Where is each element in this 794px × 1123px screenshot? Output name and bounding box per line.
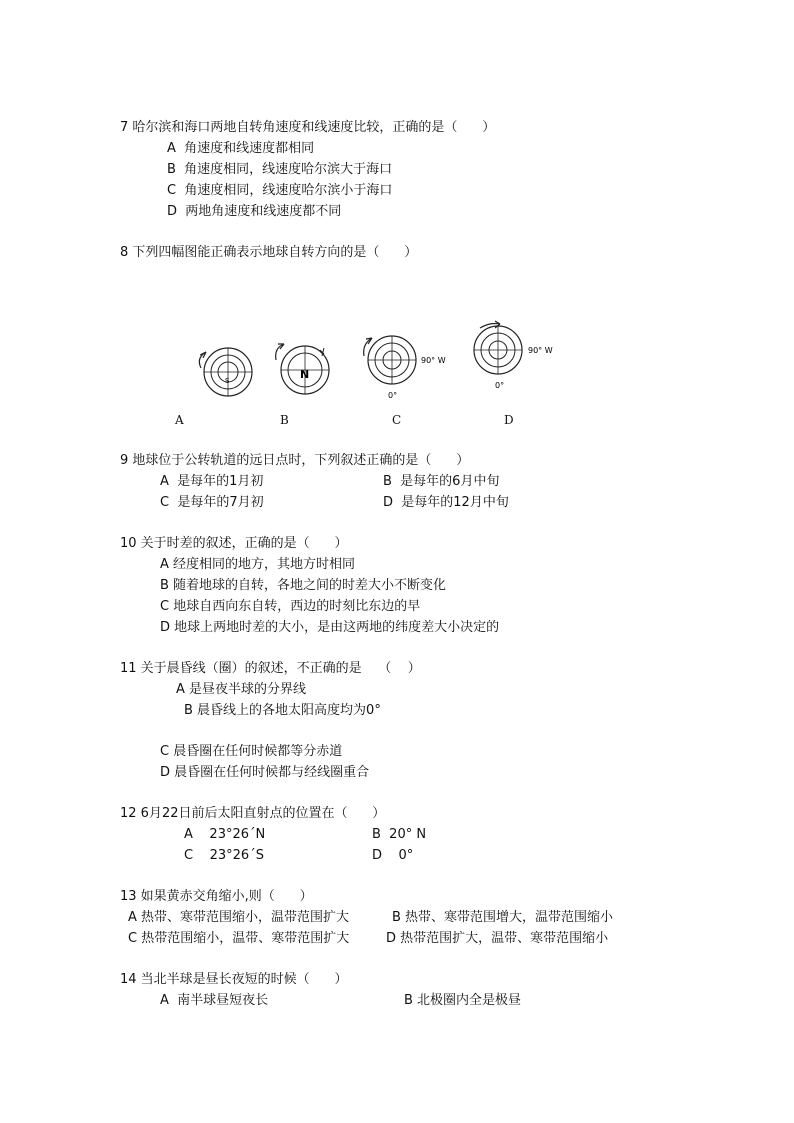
question-13-option-c: C 热带范围缩小，温带、寒带范围扩大 [128, 931, 350, 946]
figure-c-globe-diagram [354, 330, 464, 402]
question-7-option-d: D 两地角速度和线速度都不同 [167, 204, 342, 219]
figure-a-center-label: S [225, 377, 230, 385]
question-14-option-b: B 北极圈内全是极昼 [404, 993, 522, 1008]
question-10-option-b: B 随着地球的自转，各地之间的时差大小不断变化 [160, 578, 447, 593]
figure-d-globe-diagram [460, 320, 570, 392]
figure-d-caption: D [504, 413, 514, 427]
question-9-option-c: C 是每年的7月初 [160, 495, 264, 510]
question-10-option-c: C 地球自西向东自转，西边的时刻比东边的早 [160, 599, 421, 614]
question-11-option-c: C 晨昏圈在任何时候都等分赤道 [160, 744, 343, 759]
question-13-stem: 13 如果黄赤交角缩小,则（ ） [120, 889, 313, 904]
question-10-option-a: A 经度相同的地方，其地方时相同 [160, 557, 356, 572]
question-14-stem: 14 当北半球是昼长夜短的时候（ ） [120, 972, 348, 987]
question-12-option-d: D 0° [372, 848, 414, 863]
question-13-option-b: B 热带、寒带范围增大，温带范围缩小 [392, 910, 614, 925]
question-11-option-b: B 晨昏线上的各地太阳高度均为0° [184, 703, 381, 718]
question-9-stem: 9 地球位于公转轨道的远日点时，下列叙述正确的是（ ） [120, 453, 470, 468]
question-9-option-b: B 是每年的6月中旬 [383, 474, 500, 489]
question-12-option-c: C 23°26´S [184, 848, 264, 863]
question-11-option-a: A 是昼夜半球的分界线 [176, 682, 307, 697]
figure-c-caption: C [392, 413, 402, 427]
figure-c-side-label: 90° W [421, 356, 446, 365]
figure-c-bottom-label: 0° [388, 391, 398, 400]
question-10-stem: 10 关于时差的叙述，正确的是（ ） [120, 536, 348, 551]
question-13-option-a: A 热带、寒带范围缩小，温带范围扩大 [128, 910, 350, 925]
figure-a-caption: A [175, 413, 184, 427]
question-7-option-c: C 角速度相同，线速度哈尔滨小于海口 [167, 183, 393, 198]
figure-b-center-label: N [300, 368, 310, 381]
question-8-stem: 8 下列四幅图能正确表示地球自转方向的是（ ） [120, 245, 418, 260]
figure-b-globe-diagram [268, 334, 348, 396]
question-10-option-d: D 地球上两地时差的大小，是由这两地的纬度差大小决定的 [160, 620, 500, 635]
question-14-option-a: A 南半球昼短夜长 [160, 993, 269, 1008]
question-13-option-d: D 热带范围扩大，温带、寒带范围缩小 [386, 931, 609, 946]
question-9-option-a: A 是每年的1月初 [160, 474, 264, 489]
question-11-stem: 11 关于晨昏线（圈）的叙述，不正确的是 （ ） [120, 661, 421, 676]
figure-b-caption: B [280, 413, 289, 427]
figure-a-globe-diagram [188, 336, 268, 398]
question-7-stem: 7 哈尔滨和海口两地自转角速度和线速度比较，正确的是（ ） [120, 120, 496, 135]
question-7-option-b: B 角速度相同，线速度哈尔滨大于海口 [167, 162, 393, 177]
figure-d-bottom-label: 0° [495, 381, 505, 390]
question-12-stem: 12 6月22日前后太阳直射点的位置在（ ） [120, 806, 386, 821]
question-11-option-d: D 晨昏圈在任何时候都与经线圈重合 [160, 765, 370, 780]
question-12-option-a: A 23°26´N [184, 827, 266, 842]
question-12-option-b: B 20° N [372, 827, 427, 842]
question-7-option-a: A 角速度和线速度都相同 [167, 141, 315, 156]
question-9-option-d: D 是每年的12月中旬 [383, 495, 509, 510]
figure-d-side-label: 90° W [528, 346, 553, 355]
